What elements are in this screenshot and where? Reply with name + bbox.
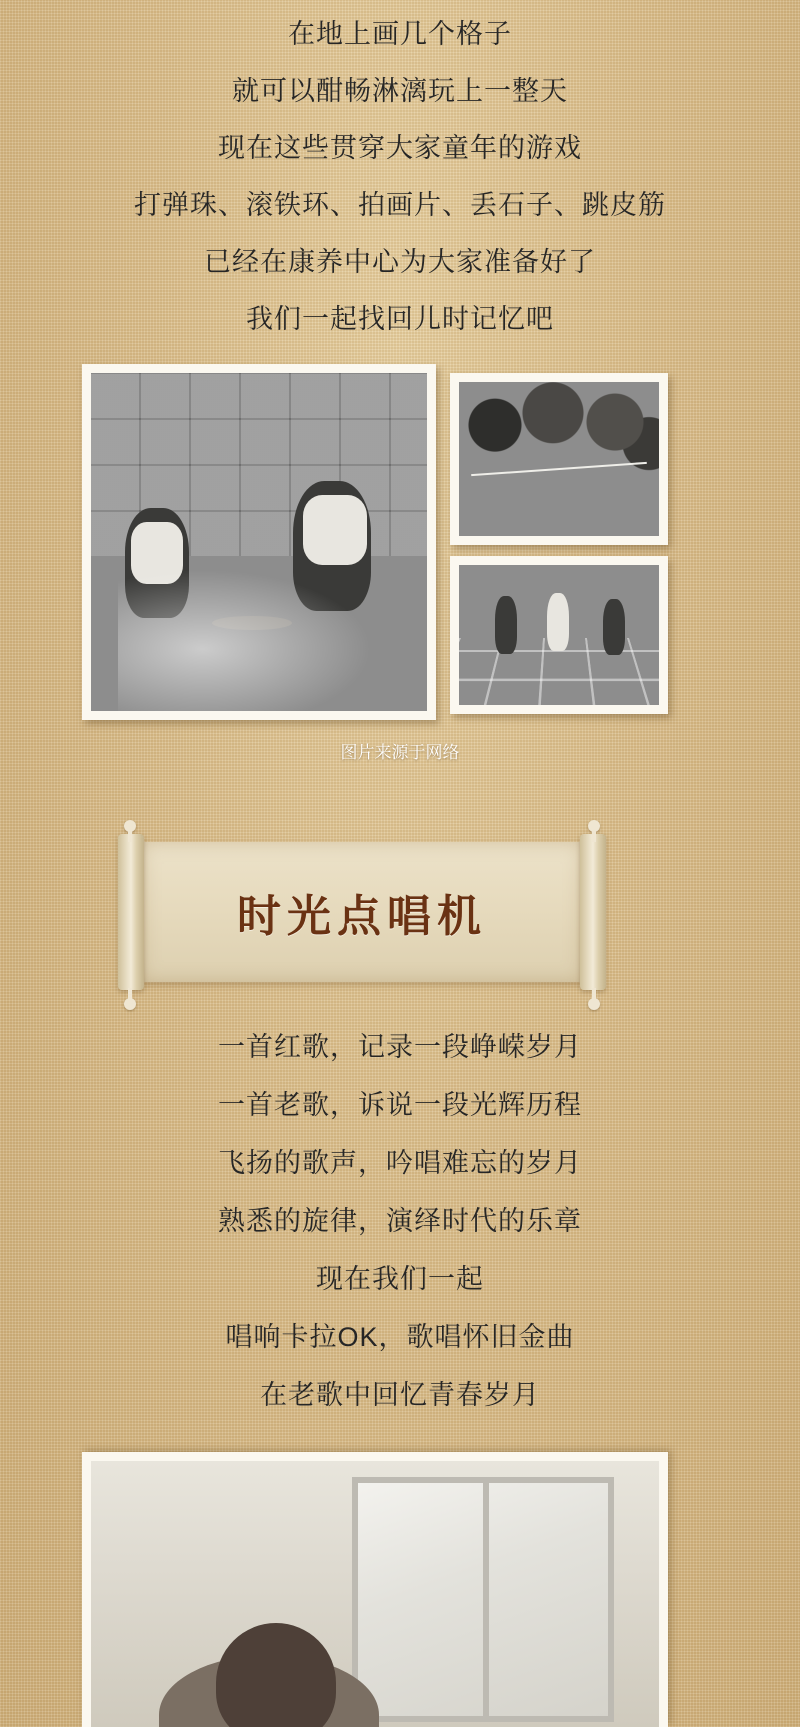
scroll-roller-right [580,834,606,990]
scroll-knob-top-left [124,820,136,832]
song-line: 一首红歌，记录一段峥嵘岁月 [218,1032,582,1062]
intro-line: 已经在康养中心为大家准备好了 [204,247,596,277]
intro-line: 现在这些贯穿大家童年的游戏 [218,133,582,163]
song-line: 一首老歌，诉说一段光辉历程 [218,1090,582,1120]
photo-collage [82,364,668,724]
scroll-knob-bottom-left [124,998,136,1010]
song-line: 现在我们一起 [316,1264,484,1294]
intro-text-block [0,6,800,348]
person-head [216,1623,336,1727]
section-title: 时光点唱机 [237,892,487,941]
rolling-hoop-photo [450,373,668,545]
window-pane [352,1477,613,1722]
intro-line: 就可以酣畅淋漓玩上一整天 [232,76,568,106]
intro-line: 打弹珠、滚铁环、拍画片、丢石子、跳皮筋 [134,190,666,220]
intro-line: 在地上画几个格子 [288,19,512,49]
song-line: 飞扬的歌声，吟唱难忘的岁月 [218,1148,582,1178]
playing-marbles-photo [82,364,436,720]
song-text-block [0,1018,800,1424]
scroll-knob-top-right [588,820,600,832]
hopscotch-photo [450,556,668,714]
photo-source-caption: 图片来源于网络 [340,743,460,762]
intro-line: 我们一起找回儿时记忆吧 [246,304,554,334]
karaoke-room-photo [82,1452,668,1727]
scroll-banner [104,820,620,1010]
song-line: 在老歌中回忆青春岁月 [260,1380,540,1410]
song-line: 唱响卡拉OK，歌唱怀旧金曲 [225,1322,575,1352]
song-line: 熟悉的旋律，演绎时代的乐章 [218,1206,582,1236]
scroll-knob-bottom-right [588,998,600,1010]
scroll-roller-left [118,834,144,990]
